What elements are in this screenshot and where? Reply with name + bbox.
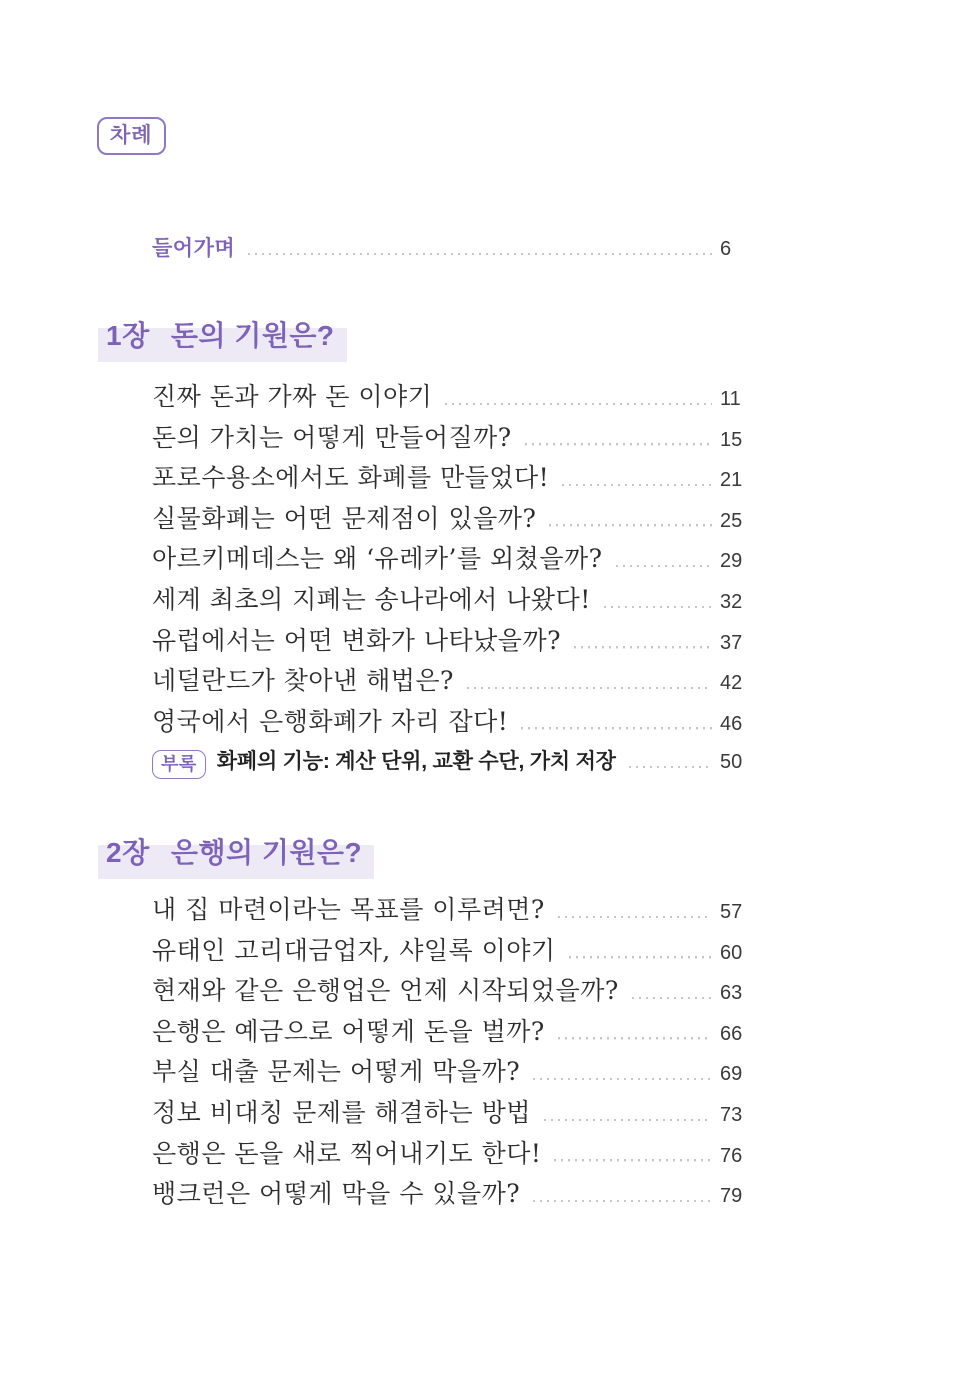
toc-entry-row [152, 661, 752, 702]
dotted-leader [554, 1159, 712, 1161]
page-number: 21 [720, 469, 743, 492]
entry-title: 부실 대출 문제는 어떻게 막을까? [152, 1057, 521, 1087]
dotted-leader [533, 1200, 712, 1202]
dotted-leader [533, 1078, 712, 1080]
toc-entry-row [152, 580, 752, 621]
toc-entry-row [152, 931, 752, 972]
entry-title: 영국에서 은행화폐가 자리 잡다! [152, 706, 509, 736]
dotted-leader [521, 727, 712, 729]
entry-title: 진짜 돈과 가짜 돈 이야기 [152, 382, 433, 411]
toc-entry-row [152, 1174, 752, 1215]
dotted-leader [558, 1037, 712, 1039]
entry-title: 내 집 마련이라는 목표를 이루려면? [152, 895, 545, 924]
page-number: 57 [720, 901, 743, 923]
entry-title: 뱅크런은 어떻게 막을 수 있을까? [152, 1179, 521, 1209]
dotted-leader [525, 443, 712, 445]
chapter-title: 은행의 기원은? [170, 837, 363, 868]
chapter-1-entry-list [152, 377, 752, 786]
entry-title: 네덜란드가 찾아낸 해법은? [152, 666, 454, 696]
entry-title: 현재와 같은 은행업은 언제 시작되었을까? [152, 976, 619, 1006]
page-number: 63 [720, 982, 743, 1005]
chapter-title: 돈의 기원은? [170, 320, 335, 351]
dotted-leader [467, 687, 712, 689]
entry-title: 돈의 가치는 어떻게 만들어질까? [152, 422, 512, 452]
toc-entry-row [152, 702, 752, 743]
dotted-leader [558, 916, 712, 918]
toc-entry-row [152, 971, 752, 1012]
entry-title: 정보 비대칭 문제를 해결하는 방법 [152, 1097, 531, 1127]
entry-title: 유태인 고리대금업자, 샤일록 이야기 [152, 935, 556, 965]
entry-title: 유럽에서는 어떤 변화가 나타났을까? [152, 625, 561, 655]
toc-entry-row [152, 1052, 752, 1093]
entry-title: 아르키메데스는 왜 ‘유레카’를 외쳤을까? [152, 544, 603, 574]
dotted-leader [574, 646, 712, 648]
page-number: 6 [720, 238, 732, 260]
dotted-leader [604, 606, 712, 608]
dotted-leader [544, 1119, 712, 1121]
chapter-number: 2장 [106, 837, 150, 868]
page-number: 73 [720, 1103, 743, 1126]
dotted-leader [445, 403, 712, 405]
toc-badge: 차례 [97, 117, 166, 155]
dotted-leader [248, 253, 712, 255]
dotted-leader [629, 766, 712, 768]
toc-entry-row [152, 890, 752, 931]
page-number: 32 [720, 590, 743, 613]
page-number: 69 [720, 1063, 743, 1086]
page-number: 79 [720, 1185, 743, 1208]
chapter-1-heading [106, 314, 335, 354]
appendix-label: 화폐의 기능: 계산 단위, 교환 수단, 가치 저장 [216, 750, 616, 774]
entry-title: 은행은 돈을 새로 찍어내기도 한다! [152, 1138, 542, 1168]
toc-entry-row [152, 418, 752, 459]
toc-entry-row [152, 377, 752, 418]
intro-label: 들어가며 [152, 237, 236, 260]
page-number: 66 [720, 1022, 743, 1045]
entry-title: 세계 최초의 지폐는 송나라에서 나왔다! [152, 584, 591, 614]
intro-row [152, 229, 752, 270]
entry-title: 은행은 예금으로 어떻게 돈을 벌까? [152, 1016, 545, 1046]
toc-entry-row [152, 499, 752, 540]
appendix-row [152, 742, 752, 786]
page-number: 76 [720, 1144, 743, 1167]
chapter-2-heading [106, 831, 362, 871]
dotted-leader [632, 997, 712, 999]
chapter-2-entry-list [152, 890, 752, 1215]
page-number: 15 [720, 428, 743, 451]
dotted-leader [569, 956, 712, 958]
page-number: 60 [720, 941, 743, 964]
page-number: 37 [720, 631, 743, 654]
entry-title: 포로수용소에서도 화폐를 만들었다! [152, 463, 550, 493]
page-number: 29 [720, 550, 743, 573]
page-number: 50 [720, 751, 743, 774]
toc-entry-row [152, 1093, 752, 1134]
page-number: 42 [720, 672, 743, 695]
toc-entry-row [152, 1012, 752, 1053]
toc-entry-row [152, 539, 752, 580]
page-number: 11 [720, 388, 741, 410]
page-number: 46 [720, 712, 743, 735]
dotted-leader [549, 524, 712, 526]
chapter-number: 1장 [106, 320, 150, 351]
toc-entry-row [152, 1134, 752, 1175]
toc-entry-row [152, 621, 752, 662]
page-number: 25 [720, 509, 743, 532]
toc-entry-row [152, 458, 752, 499]
entry-title: 실물화폐는 어떤 문제점이 있을까? [152, 503, 537, 533]
dotted-leader [562, 484, 712, 486]
appendix-badge: 부록 [152, 750, 206, 779]
dotted-leader [616, 565, 712, 567]
